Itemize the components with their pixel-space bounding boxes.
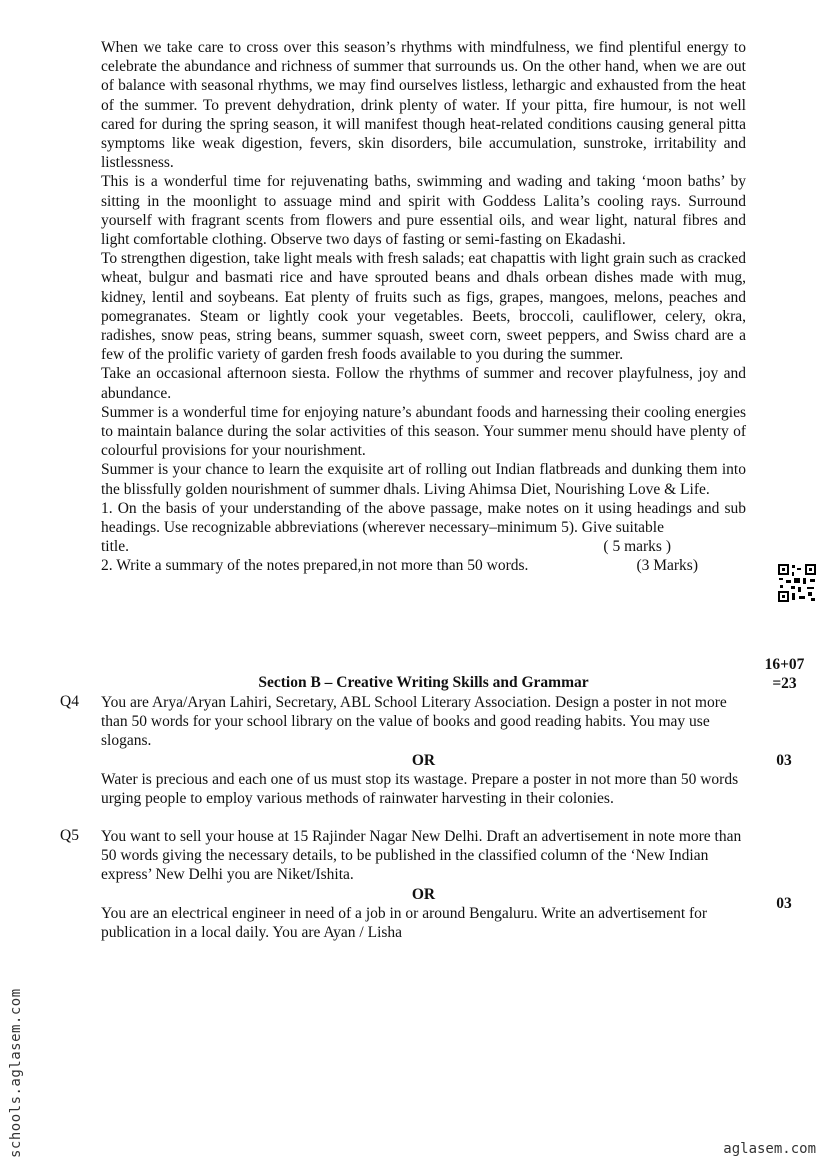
- passage-paragraph: Take an occasional afternoon siesta. Follow the rhythms of summer and recover playfulness, joy and abundance.: [101, 365, 746, 402]
- q5-option-b: You are an electrical engineer in need of a job in or around Bengaluru. Write an advertisement for publication in a local daily. You are Ayan / Lisha: [101, 904, 708, 942]
- q3-part1-marks: ( 5 marks ): [603, 538, 671, 556]
- q4-or: OR: [411, 751, 436, 769]
- watermark-right: aglasem.com: [723, 1141, 816, 1157]
- q3-part1: [101, 499, 746, 537]
- q5-option-a: You want to sell your house at 15 Rajinder Nagar New Delhi. Draft an advertisement in note more than 50 words giving the necessary details, to be published in the classified column of the ‘New Indian express’ New Delhi you are Niket/Ishita.: [101, 828, 742, 884]
- reading-passage: [101, 38, 746, 576]
- q3-part1-end: [101, 537, 746, 556]
- q4-body: [101, 693, 746, 808]
- passage-paragraph: When we take care to cross over this season’s rhythms with mindfulness, we find plentiful energy to celebrate the abundance and richness of summer that surrounds us. On the other hand, when we are out of balance with seasonal rhythms, we may find ourselves listless, lethargic and exhausted from the heat of the summer. To prevent dehydration, drink plenty of water. If your pitta, fire humour, is not well cared for during the spring season, it will manifest though heat-related conditions causing general pitta symptoms like weak digestion, fevers, skin disorders, bile accumulation, sunstroke, irritability and listlessness.: [101, 39, 746, 172]
- section-b-marks-bottom: =23: [772, 675, 797, 692]
- q4-marks: 03: [776, 752, 792, 769]
- passage-paragraph: Summer is a wonderful time for enjoying nature’s abundant foods and harnessing their cooling energies to maintain balance during the solar activities of this season. Your summer menu should have plenty of colourful provisions for your nourishment.: [101, 403, 746, 460]
- section-b-marks-top: 16+07: [764, 656, 805, 673]
- q4-option-b: Water is precious and each one of us must stop its wastage. Prepare a poster in not more than 50 words urging people to employ various methods of rainwater harvesting in their colonies.: [101, 770, 739, 808]
- q5-number: Q5: [60, 827, 79, 844]
- q3-part2-text: 2. Write a summary of the notes prepared,in not more than 50 words.: [101, 557, 529, 575]
- q3-part2: [101, 556, 746, 575]
- passage-paragraph: Summer is your chance to learn the exquisite art of rolling out Indian flatbreads and dunking them into the blissfully golden nourishment of summer dhals. Living Ahimsa Diet, Nourishing Love & Life.: [101, 461, 746, 498]
- passage-paragraph: To strengthen digestion, take light meals with fresh salads; eat chapattis with light grain such as cracked wheat, bulgur and basmati rice and have sprouted beans and dhals orbean dishes made with mug, kidney, lentil and soybeans. Eat plenty of fruits such as figs, grapes, mangoes, melons, peaches and pomegranates. Steam or lightly cook your vegetables. Beets, broccoli, cauliflower, celery, okra, radishes, snow peas, string beans, summer squash, sweet corn, sweet peppers, and Swiss chard are a few of the prolific variety of garden fresh foods available to you during the summer.: [101, 250, 747, 364]
- q4-option-a: You are Arya/Aryan Lahiri, Secretary, ABL School Literary Association. Design a poster in not more than 50 words for your school library on the value of books and good reading habits. You may use slogans.: [101, 694, 727, 750]
- q3-part1-text: 1. On the basis of your understanding of the above passage, make notes on it using headings and sub headings. Use recognizable abbreviations (wherever necessary–minimum 5). Give suitable: [101, 499, 746, 537]
- section-b-marks: [757, 655, 812, 693]
- q5-marks: 03: [776, 895, 792, 912]
- q3-part1-end-text: title.: [101, 538, 129, 556]
- q3-part2-marks: (3 Marks): [636, 557, 698, 575]
- qr-code-icon: [777, 563, 817, 603]
- section-b-title: Section B – Creative Writing Skills and Grammar: [258, 674, 589, 691]
- q5-body: [101, 827, 746, 942]
- watermark-left: schools.aglasem.com: [8, 988, 24, 1158]
- q4-number: Q4: [60, 693, 79, 710]
- q5-or: OR: [411, 885, 436, 903]
- passage-paragraph: This is a wonderful time for rejuvenating baths, swimming and wading and taking ‘moon baths’ by sitting in the moonlight to assuage mind and spirit with Goddess Lalita’s cooling rays. Surround yourself with fragrant scents from flowers and pure essential oils, and wear light, natural fibres and light comfortable clothing. Observe two days of fasting or semi-fasting on Ekadashi.: [101, 173, 746, 249]
